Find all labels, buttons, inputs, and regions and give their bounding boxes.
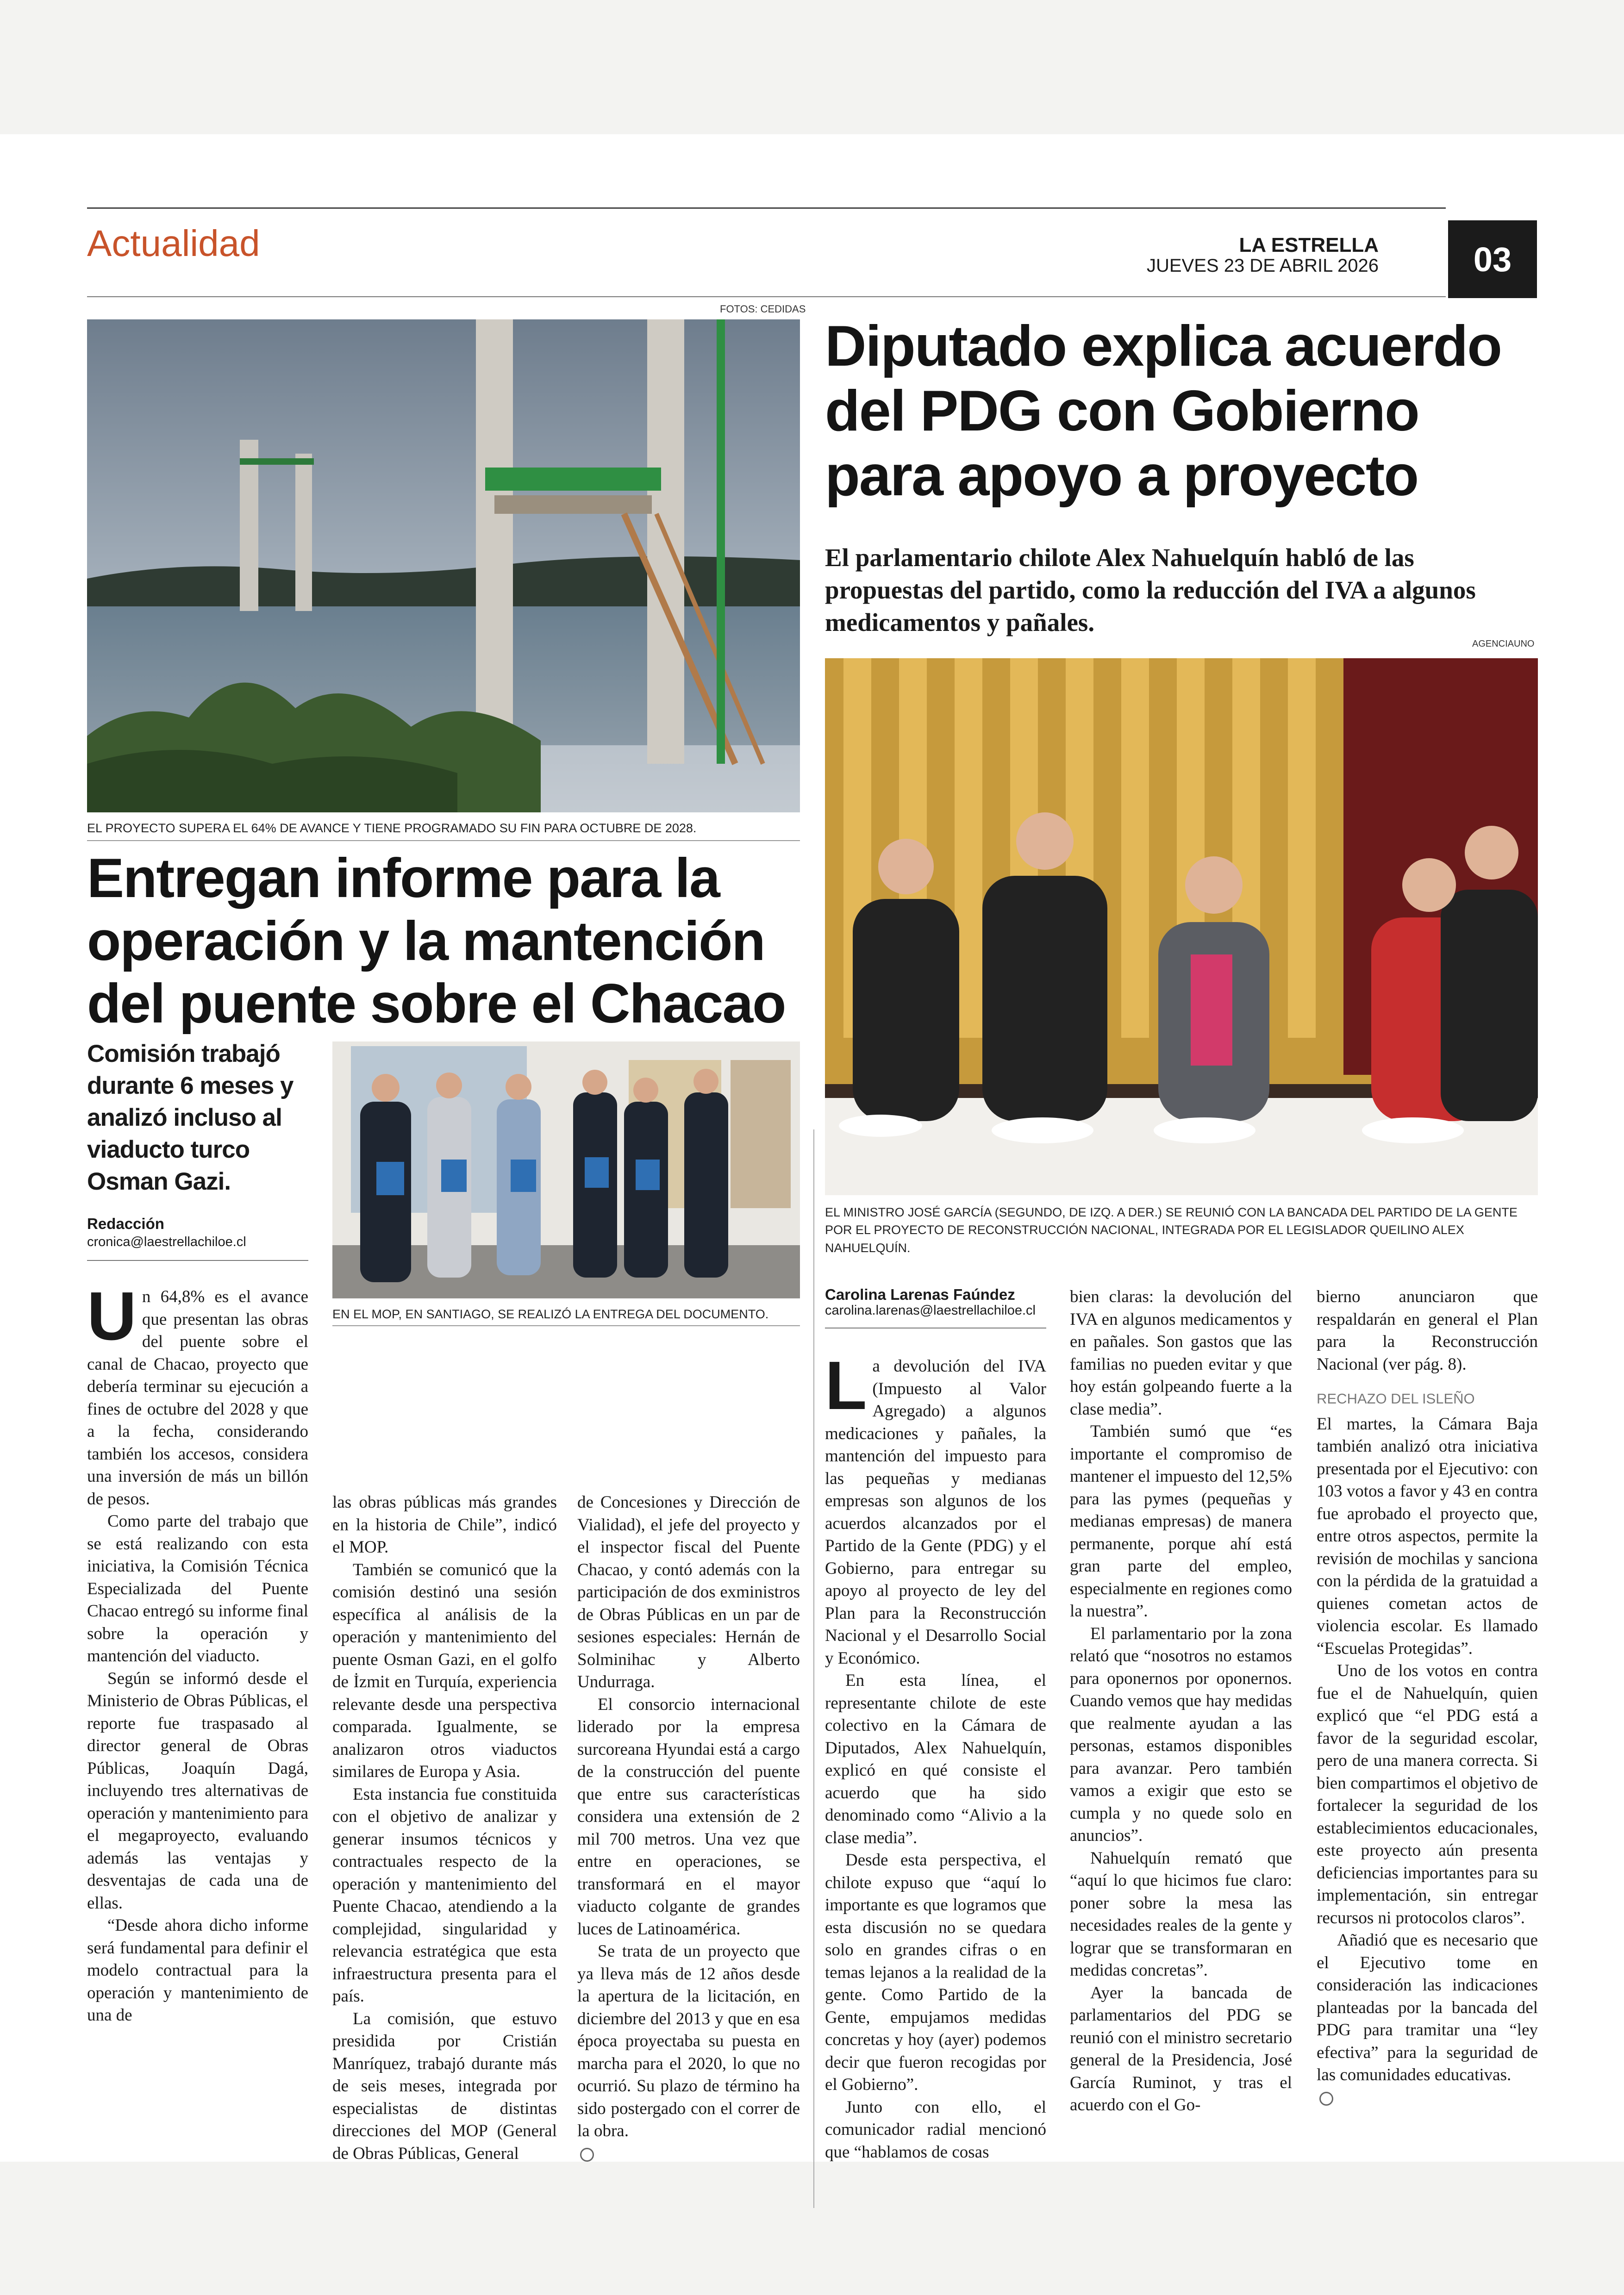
paragraph: a devolución del IVA (Impuesto al Valor Agregado) a algunos medicaciones y pañales, la mantención del impuesto para las pequeñas y medianas empresas son algunos de los acuerdos alcanzados por el Partido de la Gente (PDG) y el Gobierno, para entregar su apoyo al proyecto de ley del Plan para la Reconstrucción Nacional y el Desarrollo Social y Económico. [825, 1357, 1046, 1668]
right-column-2 [1070, 1286, 1292, 2117]
story-divider [813, 1129, 814, 2208]
paragraph: Ayer la bancada de parlamentarios del PDG se reunió con el ministro secretario general de la Presidencia, José García Ruminot, y tras el acuerdo con el Go- [1070, 1983, 1292, 2114]
paragraph: La comisión, que estuvo presidida por Cristián Manríquez, trabajó durante más de seis meses, integrada por especialistas de distintas direcciones del MOP (General de Obras Públicas, General [332, 2009, 557, 2163]
subhead: RECHAZO DEL ISLEÑO [1317, 1391, 1475, 1407]
right-headline: Diputado explica acuerdo del PDG con Gobierno para apoyo a proyecto [825, 314, 1502, 508]
paragraph: También se comunicó que la comisión destinó una sesión específica al análisis de la operación y mantenimiento del puente Osman Gazi, en el golfo de İzmit en Turquía, experiencia relevante desde una perspectiva comparada. Igualmente, se analizaron otros viaductos similares de Europa y Asia. [332, 1560, 557, 1781]
end-mark-icon [580, 2148, 594, 2162]
paragraph: Como parte del trabajo que se está realizando con esta iniciativa, la Comisión Técnica Especializada del Puente Chacao entregó su informe final sobre la operación y mantención del viaducto. [87, 1512, 308, 1665]
paragraph: Añadió que es necesario que el Ejecutivo tome en consideración las indicaciones planteadas por la bancada del PDG para tramitar una “ley efectiva” para la seguridad de las comunidades educativas. [1317, 1931, 1538, 2084]
bridge-construction-photo [87, 319, 800, 812]
right-column-3 [1317, 1286, 1538, 2109]
right-author-email: carolina.larenas@laestrellachiloe.cl [825, 1303, 1036, 1318]
end-mark-icon [1319, 2092, 1333, 2106]
left-deck: Comisión trabajó durante 6 meses y analizó incluso al viaducto turco Osman Gazi. [87, 1040, 294, 1195]
paragraph: Se trata de un proyecto que ya lleva más de 12 años desde la apertura de la licitación, en diciembre del 2013 y que en esa época proyectaba su puesta en marcha para el 2020, lo que no ocurrió. Su plazo de término ha sido postergado con el correr de la obra. [577, 1942, 800, 2140]
top-rule [87, 207, 1446, 209]
page-number-badge: 03 [1448, 220, 1537, 298]
left-column-2 [332, 1491, 557, 2165]
paragraph: Nahuelquín remató que “aquí lo que hicimos fue claro: poner sobre la mesa las necesidades reales de la gente y lograr que se transformaran en medidas concretas”. [1070, 1848, 1292, 1980]
meeting-photo-caption: EL MINISTRO JOSÉ GARCÍA (SEGUNDO, DE IZQ. A DER.) SE REUNIÓ CON LA BANCADA DEL PARTIDO DE LA GENTE POR EL PROYECTO DE RECONSTRUCCIÓN NACIONAL, INTEGRADA POR EL LEGISLADOR QUEILINO ALEX NAHUELQUÍN. [825, 1205, 1518, 1255]
photo-credit: AGENCIAUNO [1472, 639, 1535, 649]
paper-name: LA ESTRELLA [1239, 234, 1379, 256]
photo2-caption: EN EL MOP, EN SANTIAGO, SE REALIZÓ LA ENTREGA DEL DOCUMENTO. [332, 1307, 769, 1321]
paragraph: Esta instancia fue constituida con el objetivo de analizar y generar insumos técnicos y contractuales respecto de la operación y mantenimiento del Puente Chacao, atendiendo a la complejidad, singularidad y relevancia estratégica que esta infraestructura presenta para el país. [332, 1784, 557, 2006]
newspaper-page [0, 134, 1624, 2162]
paragraph: También sumó que “es importante el compromiso de mantener el impuesto del 12,5% para las pymes (pequeñas y medianas empresas) de manera permanente, porque ahí está gran parte del empleo, especialmente en regiones como la nuestra”. [1070, 1422, 1292, 1621]
paragraph: bierno anunciaron que respaldarán en general el Plan para la Reconstrucción Nacional (ver pág. 8). [1317, 1287, 1538, 1374]
photo-caption: EL PROYECTO SUPERA EL 64% DE AVANCE Y TIENE PROGRAMADO SU FIN PARA OCTUBRE DE 2028. [87, 821, 697, 835]
right-deck: El parlamentario chilote Alex Nahuelquín habló de las propuestas del partido, como la reducción del IVA a algunos medicamentos y pañales. [825, 543, 1476, 636]
paragraph: “Desde ahora dicho informe será fundamental para definir el modelo contractual para la operación y mantenimiento de una de [87, 1916, 308, 2025]
meeting-photo [825, 658, 1538, 1195]
left-headline: Entregan informe para la operación y la mantención del puente sobre el Chacao [87, 847, 786, 1035]
photo-credit: FOTOS: CEDIDAS [720, 303, 806, 315]
paragraph: Junto con ello, el comunicador radial mencionó que “hablamos de cosas [825, 2097, 1046, 2162]
paragraph: El martes, la Cámara Baja también analizó otra iniciativa presentada por el Ejecutivo: con 103 votos a favor y 43 en contra fue aprobado el proyecto que, entre otros aspectos, permite la revisión de mochilas y sanciona con la pérdida de la gratuidad a quienes cometan actos de violencia escolar. Es llamado “Escuelas Protegidas”. [1317, 1414, 1538, 1658]
delivery-photo [332, 1041, 800, 1298]
paragraph: El consorcio internacional liderado por la empresa surcoreana Hyundai está a cargo de la construcción del puente que entre sus características considera una extensión de 2 mil 700 metros. Una vez que entre en operaciones, se transformará en el mayor viaducto colgante de grandes luces de Latinoamérica. [577, 1695, 800, 1939]
header-rule [87, 296, 1446, 297]
paragraph: las obras públicas más grandes en la historia de Chile”, indicó el MOP. [332, 1493, 557, 1557]
section-title: Actualidad [87, 223, 260, 264]
paragraph: Según se informó desde el Ministerio de Obras Públicas, el reporte fue traspasado al director general de Obras Públicas, Joaquín Dagá, incluyendo tres alternativas de operación y mantenimiento para el megaproyecto, evaluando además las ventajas y desventajas de cada una de ellas. [87, 1669, 308, 1913]
dropcap: U [87, 1278, 137, 1354]
caption2-rule [332, 1325, 800, 1326]
right-author: Carolina Larenas Faúndez [825, 1286, 1015, 1303]
left-author-email: cronica@laestrellachiloe.cl [87, 1235, 246, 1249]
left-column-1 [87, 1278, 308, 2027]
left-column-3 [577, 1491, 800, 2165]
issue-date: JUEVES 23 DE ABRIL 2026 [1146, 256, 1379, 276]
byline-rule [87, 1260, 308, 1261]
paragraph: Desde esta perspectiva, el chilote expuso que “aquí lo importante es que logramos que esta discusión no se quedara solo en grandes cifras o en temas lejanos a la realidad de la gente. Como Partido de la Gente, empujamos medidas concretas y hoy (ayer) podemos decir que fueron recogidas por el Gobierno”. [825, 1851, 1046, 2094]
dropcap: L [825, 1347, 867, 1424]
left-author: Redacción [87, 1215, 164, 1232]
paragraph: El parlamentario por la zona relató que “nosotros no estamos para oponernos por oponernos. Cuando vemos que hay medidas que realmente ayudan a las personas, estamos disponibles para avanzar. Pero también vamos a exigir que esto se cumpla y no quede solo en anuncios”. [1070, 1624, 1292, 1845]
paragraph: En esta línea, el representante chilote de este colectivo en la Cámara de Diputados, Alex Nahuelquín, explicó en qué consiste el acuerdo que ha sido denominado como “Alivio a la clase media”. [825, 1671, 1046, 1847]
right-column-1 [825, 1347, 1046, 2164]
paragraph: de Concesiones y Dirección de Vialidad), el jefe del proyecto y el inspector fiscal del Puente Chacao, y contó además con la participación de dos exministros de Obras Públicas en un par de sesiones especiales: Hernán de Solminihac y Alberto Undurraga. [577, 1493, 800, 1691]
caption-rule [87, 840, 800, 841]
paragraph: bien claras: la devolución del IVA en algunos medicamentos y en pañales. Son gastos que las familias no pueden evitar y que hoy están golpeando fuerte a la clase media”. [1070, 1287, 1292, 1419]
paragraph: n 64,8% es el avance que presentan las obras del puente sobre el canal de Chacao, proyecto que debería terminar su ejecución a fines de octubre del 2028 y que a la fecha, considerando también los accesos, considera una inversión de más un billón de pesos. [87, 1287, 308, 1509]
paragraph: Uno de los votos en contra fue el de Nahuelquín, quien explicó que “el PDG está a favor de la seguridad escolar, pero de una manera correcta. Si bien compartimos el objetivo de fortalecer la seguridad de los establecimientos educacionales, este proyecto aún presenta deficiencias importantes para su implementación, sin entregar recursos ni protocolos claros”. [1317, 1661, 1538, 1927]
